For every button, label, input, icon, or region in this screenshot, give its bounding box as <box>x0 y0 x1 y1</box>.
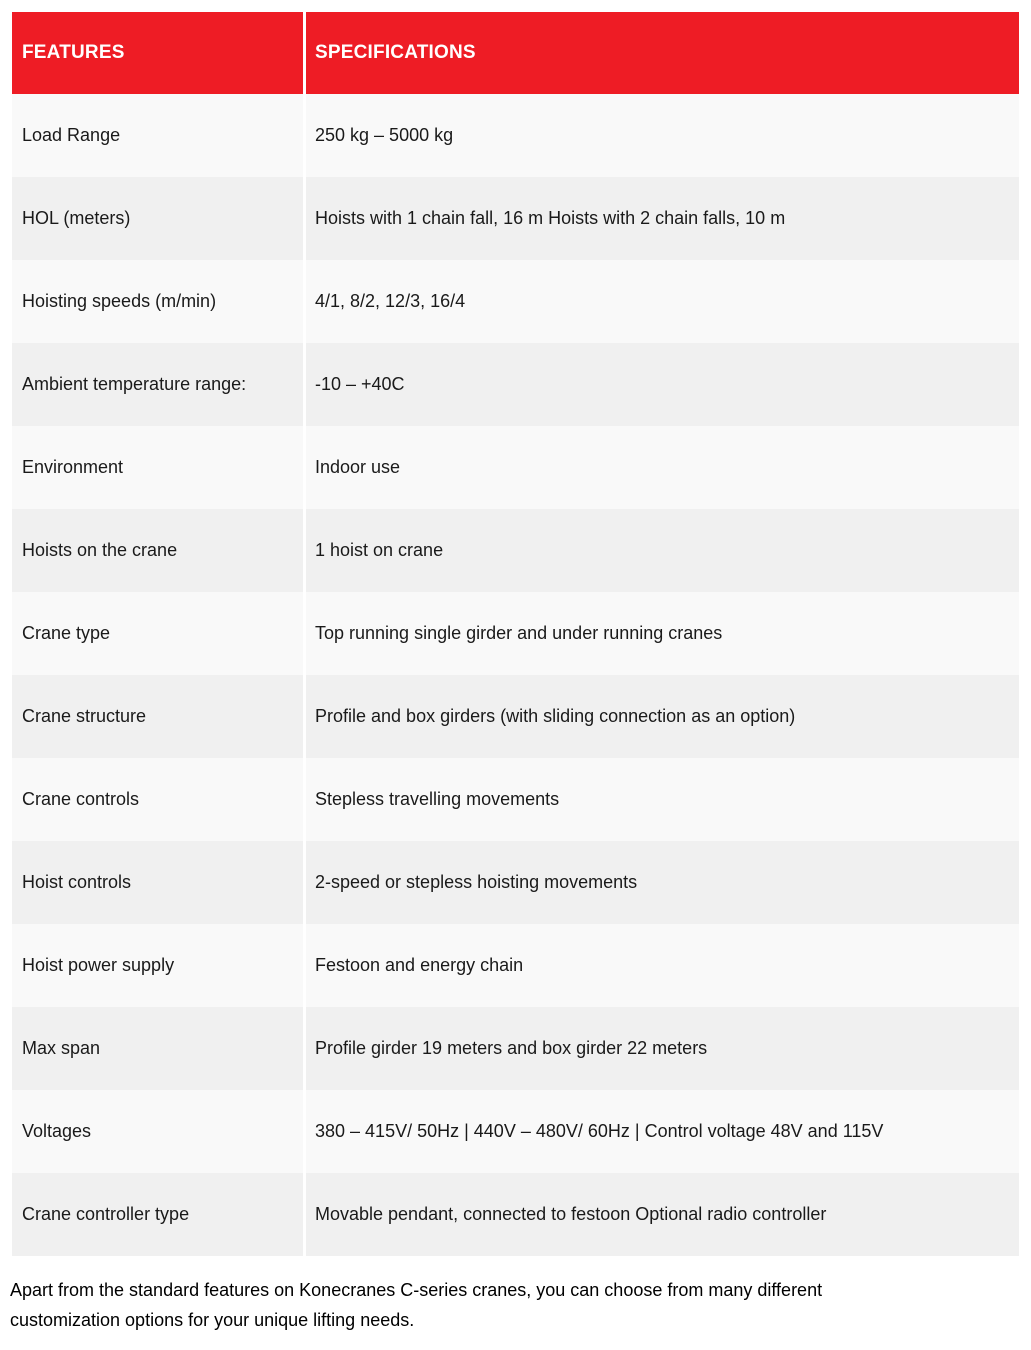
feature-cell: Ambient temperature range: <box>22 374 247 394</box>
table-row-load-range <box>12 94 1019 177</box>
feature-cell: Hoisting speeds (m/min) <box>22 291 217 311</box>
table-row-environment <box>12 426 1019 509</box>
table-row-voltages <box>12 1090 1019 1173</box>
table-row-ambient-temperature <box>12 343 1019 426</box>
column-header-specifications: SPECIFICATIONS <box>315 42 476 63</box>
spec-cell: Stepless travelling movements <box>315 789 560 809</box>
feature-cell: Crane structure <box>22 706 147 726</box>
table-row-crane-type <box>12 592 1019 675</box>
feature-cell: HOL (meters) <box>22 208 131 228</box>
column-header-features: FEATURES <box>22 42 125 63</box>
spec-cell: Indoor use <box>315 457 401 477</box>
spec-cell: Profile girder 19 meters and box girder 22 meters <box>315 1038 708 1058</box>
feature-cell: Crane type <box>22 623 111 643</box>
features-specifications-table <box>12 12 1019 1256</box>
feature-cell: Load Range <box>22 125 121 145</box>
feature-cell: Crane controls <box>22 789 140 809</box>
table-row-hoist-power-supply <box>12 924 1019 1007</box>
spec-cell: 380 – 415V/ 50Hz | 440V – 480V/ 60Hz | Control voltage 48V and 115V <box>315 1121 884 1141</box>
feature-cell: Crane controller type <box>22 1204 190 1224</box>
spec-cell: 4/1, 8/2, 12/3, 16/4 <box>315 291 466 311</box>
footer-note: Apart from the standard features on Konecranes C-series cranes, you can choose from many different customization options for your unique lifting needs. <box>10 1280 823 1330</box>
spec-cell: Hoists with 1 chain fall, 16 m Hoists with 2 chain falls, 10 m <box>315 208 786 228</box>
feature-cell: Environment <box>22 457 124 477</box>
spec-cell: 2-speed or stepless hoisting movements <box>315 872 638 892</box>
table-row-hoists-on-crane <box>12 509 1019 592</box>
spec-cell: 250 kg – 5000 kg <box>315 125 454 145</box>
table-row-hoist-controls <box>12 841 1019 924</box>
feature-cell: Voltages <box>22 1121 92 1141</box>
table-row-hol <box>12 177 1019 260</box>
feature-cell: Hoist controls <box>22 872 132 892</box>
spec-cell: Festoon and energy chain <box>315 955 524 975</box>
table-row-crane-structure <box>12 675 1019 758</box>
table-row-hoisting-speeds <box>12 260 1019 343</box>
table-header-row <box>12 12 1019 94</box>
spec-cell: 1 hoist on crane <box>315 540 444 560</box>
spec-cell: Top running single girder and under running cranes <box>315 623 723 643</box>
feature-cell: Hoists on the crane <box>22 540 178 560</box>
spec-cell: -10 – +40C <box>315 374 405 394</box>
spec-cell: Movable pendant, connected to festoon Optional radio controller <box>315 1204 827 1224</box>
spec-cell: Profile and box girders (with sliding connection as an option) <box>315 706 796 726</box>
table-row-max-span <box>12 1007 1019 1090</box>
feature-cell: Max span <box>22 1038 101 1058</box>
table-row-crane-controller-type <box>12 1173 1019 1256</box>
feature-cell: Hoist power supply <box>22 955 175 975</box>
table-row-crane-controls <box>12 758 1019 841</box>
